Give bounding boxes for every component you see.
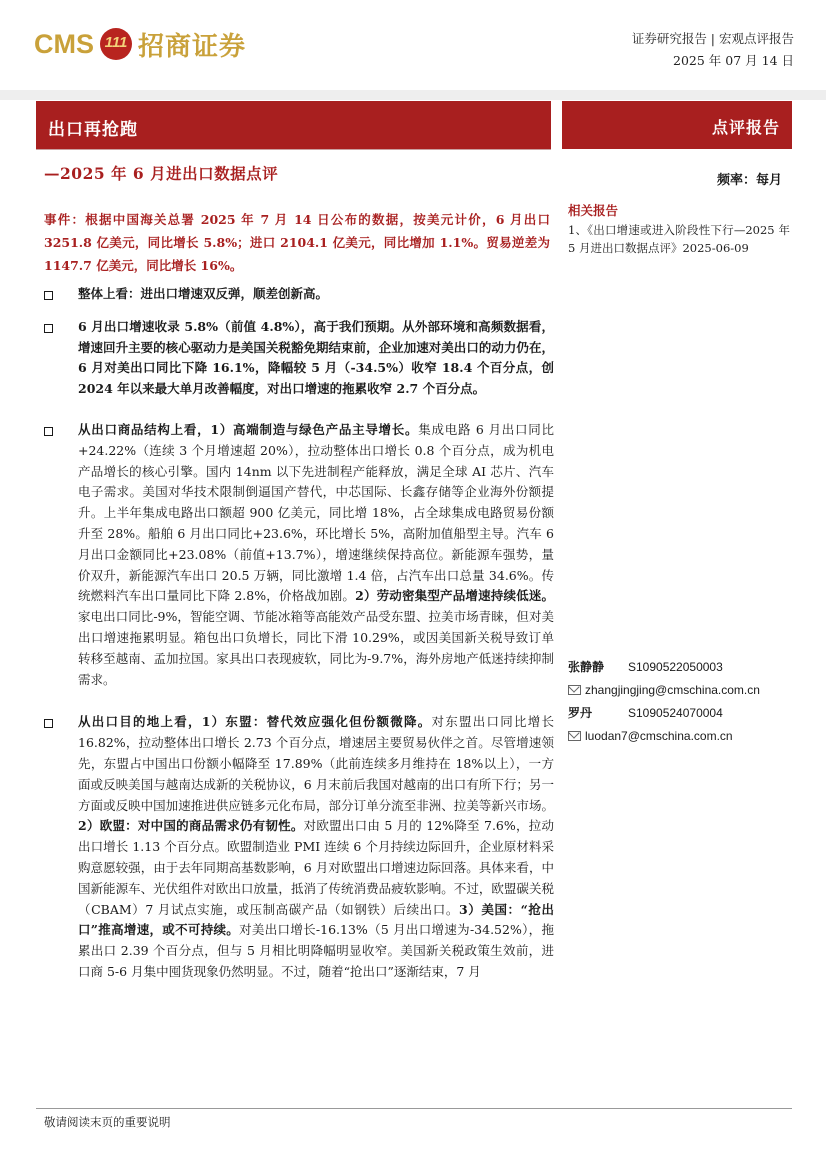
header-meta bbox=[632, 28, 794, 72]
analyst-id: S1090522050003 bbox=[628, 659, 723, 674]
bullet-destinations bbox=[44, 712, 554, 982]
bullet-square-icon bbox=[44, 291, 53, 300]
header-band bbox=[0, 90, 826, 100]
bullet-overview bbox=[44, 284, 554, 305]
bullet-product-heading: 从出口商品结构上看，1）高端制造与绿色产品主导增长。 bbox=[78, 421, 419, 437]
analyst-row bbox=[568, 701, 792, 724]
mail-icon bbox=[568, 731, 581, 741]
bullet-overview-text: 整体上看：进出口增速双反弹，顺差创新高。 bbox=[78, 286, 329, 301]
bullet-june-exports-text: 6 月出口增速收录 5.8%（前值 4.8%），高于我们预期。从外部环境和高频数据看，增速回升主要的核心驱动力是美国关税豁免期结束前，企业加速对美出口的动力仍在，6 月对美出口同比下降 16.1%，降幅较 5 月（-34.5%）收窄 18.4 个百分点，创 2024 年以来最大单月改善幅度，对出口增速的拖累收窄 2.7 个百分点。 bbox=[78, 318, 554, 397]
bullet-dest-text-3: 对美出口增长-16.13%（5 月出口增速为-34.52%），拖累出口 2.39 个百分点，但与 5 月相比明降幅明显收窄。美国新关税政策生效前，进口商 5-6 月集中囤货现象仍然明显。不过，随着“抢出口”逐渐结束，7 月 bbox=[78, 922, 554, 979]
analyst-list bbox=[568, 655, 792, 747]
logo-text-cn: 招商证券 bbox=[138, 31, 247, 62]
analyst-name: 罗丹 bbox=[568, 706, 593, 720]
report-category: 证券研究报告 | 宏观点评报告 bbox=[631, 31, 794, 46]
logo-text-en: CMS bbox=[34, 28, 94, 59]
report-title: 出口再抢跑 bbox=[48, 120, 138, 140]
related-reports-title: 相关报告 bbox=[568, 203, 619, 218]
related-report-link[interactable]: 1、《出口增速或进入阶段性下行—2025 年 5 月进出口数据点评》2025-06-09 bbox=[568, 223, 790, 255]
analyst-email[interactable]: luodan7@cmschina.com.cn bbox=[585, 728, 733, 743]
bullet-square-icon bbox=[44, 427, 53, 436]
logo-emblem-icon: 111 bbox=[100, 28, 132, 60]
analyst-id: S1090524070004 bbox=[628, 705, 723, 720]
bullet-dest-text-2: 对欧盟出口由 5 月的 12%降至 7.6%，拉动出口增长 1.13 个百分点。欧盟制造业 PMI 连续 6 个月持续边际回升，企业原材料采购意愿较强，由于去年同期高基数影响，6 月对欧盟出口增速边际回落。具体来看，中国新能源车、光伏组件对欧出口放量，抵消了传统消费品疲软影响。不过，欧盟碳关税（CBAM）7 月试点实施，或压制高碳产品（如钢铁）后续出口。 bbox=[78, 818, 554, 917]
report-date: 2025 年 07 月 14 日 bbox=[673, 53, 794, 68]
bullet-june-exports bbox=[44, 317, 554, 400]
body-bullets bbox=[44, 284, 554, 983]
bullet-product-structure bbox=[44, 420, 554, 690]
analyst-email[interactable]: zhangjingjing@cmschina.com.cn bbox=[585, 682, 760, 697]
bullet-dest-text: 对东盟出口同比增长 16.82%，拉动整体出口增长 2.73 个百分点，增速居主要贸易伙伴之首。尽管增速领先，东盟占中国出口份额小幅降至 17.89%（此前连续多月维持在 18%以上），一方面或反映美国与越南达成新的关税协议，6 月末前后我国对越南的出口有所下行；另一方面或反映中国加速推进供应链多元化布局，部分订单分流至非洲、拉美等新兴市场。 bbox=[78, 714, 554, 813]
bullet-dest-heading-2: 2）欧盟：对中国的商品需求仍有韧性。 bbox=[78, 818, 304, 834]
title-bar bbox=[36, 101, 551, 149]
report-type: 点评报告 bbox=[711, 118, 780, 137]
bullet-dest-heading: 从出口目的地上看，1）东盟：替代效应强化但份额微降。 bbox=[78, 714, 432, 730]
analyst-email-row bbox=[568, 724, 792, 747]
bullet-product-text: 集成电路 6 月出口同比+24.22%（连续 3 个月增速超 20%），拉动整体出口增长 0.8 个百分点，成为机电产品增长的核心引擎。国内 14nm 以下先进制程产能释放，满足全球 AI 芯片、汽车电子需求。美国对华技术限制倒逼国产替代，中芯国际、长鑫存储等企业海外份额提升。上半年集成电路出口额超 900 亿美元，同比增 18%，占全球集成电路贸易份额升至 28%。船舶 6 月出口同比+23.6%，环比增长 5%，高附加值船型主导。汽车 6 月出口金额同比+23.08%（前值+13.7%），增速继续保持高位。新能源车强势，量价双升，新能源汽车出口 20.5 万辆，同比激增 1.4 倍，占汽车出口总量 34.6%。传统燃料汽车出口量同比下降 2.8%，价格战加剧。 bbox=[78, 421, 554, 604]
bullet-square-icon bbox=[44, 719, 53, 728]
company-logo bbox=[34, 24, 246, 64]
event-summary: 事件：根据中国海关总署 2025 年 7 月 14 日公布的数据，按美元计价，6 月出口 3251.8 亿美元，同比增长 5.8%；进口 2104.1 亿美元，同比增加 1.1%。贸易逆差为 1147.7 亿美元，同比增长 16%。 bbox=[44, 212, 550, 273]
bullet-dest-heading-3: 3）美国：“抢出口”推高增速，或不可持续。 bbox=[78, 901, 554, 938]
bullet-product-text-2: 家电出口同比-9%，智能空调、节能冰箱等高能效产品受东盟、拉美市场青睐，但对美出口增速拖累明显。箱包出口负增长，同比下滑 10.29%，或因美国新关税导致订单转移至越南、孟加拉国。家具出口表现疲软，同比为-9.7%，海外房地产低迷持续抑制需求。 bbox=[78, 609, 554, 687]
mail-icon bbox=[568, 685, 581, 695]
bullet-square-icon bbox=[44, 324, 53, 333]
analyst-row bbox=[568, 655, 792, 678]
report-type-bar bbox=[562, 101, 792, 149]
analyst-email-row bbox=[568, 678, 792, 701]
analyst-name: 张静静 bbox=[568, 660, 605, 674]
footer-disclaimer: 敬请阅读末页的重要说明 bbox=[44, 1115, 171, 1129]
bullet-product-heading-2: 2）劳动密集型产品增速持续低迷。 bbox=[355, 588, 554, 604]
report-subtitle: —2025 年 6 月进出口数据点评 bbox=[44, 164, 279, 183]
frequency: 频率：每月 bbox=[716, 173, 782, 188]
footer-divider bbox=[36, 1108, 792, 1109]
title-divider bbox=[36, 149, 551, 150]
